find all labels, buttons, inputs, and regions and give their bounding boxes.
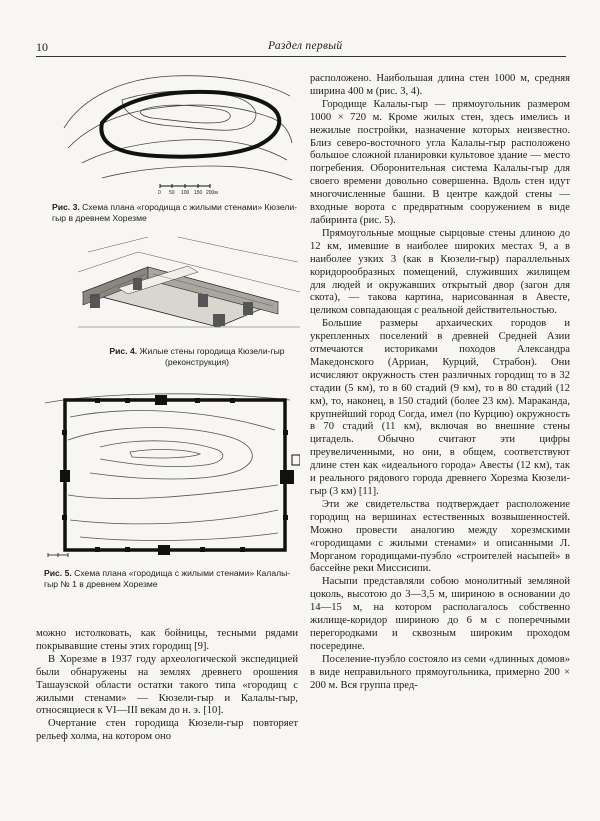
- figure-4-reconstruction: [78, 232, 300, 332]
- scale-label: 100: [181, 190, 190, 196]
- contour-map-kyuzeli: [62, 68, 294, 196]
- paragraph: В Хорезме в 1937 году археологической экспедицией были обнаружены на землях древнего орошения Ташаузской области остатки такого типа «городищ с жилыми стенами» — Кюзели-гыр и Калалы-гыр, относящиеся к VI—III векам до н. э. [10].: [36, 653, 298, 717]
- figure-label: Рис. 4.: [109, 346, 138, 356]
- paragraph: Поселение-пуэбло состояло из семи «длинных домов» в виде неправильного прямоугольника, примерно 200 × 200 м. Вся группа пред-: [310, 653, 570, 691]
- plan-kalaly-gyr: [40, 385, 300, 565]
- paragraph: Большие размеры архаических городов и укрепленных поселений в древней Средней Азии отмечаются историками походов Александра Македонского (Арриан, Курций, Страбон). Они исчисляют окружность стен различных городищ то в 32 стадии (5 км), то в 60 стадий (9 км), то в 80 стадий (12 км), то, наконец, в 150 стадий (более 23 км). Мараканда, крупнейший город Согда, имел (по Курцию) окружность в 70 стадий (11 км), включая во внешние стены цитадель. Обычно считают эти цифры преувеличенными, но они, в общем, соответствуют длине стен как «идеального города» Авесты (12 км), так и реального рядового города древнего Хорезма Кюзели-гыр (3 км) [11].: [310, 318, 570, 497]
- page-number: 10: [36, 40, 48, 54]
- figure-label: Рис. 5.: [44, 568, 72, 578]
- city-wall-rectangle: [65, 400, 285, 550]
- paragraph: Городище Калалы-гыр — прямоугольник размером 1000 × 720 м. Кроме жилых стен, здесь имелись и нежилые постройки, назначение которых неизвестно. Близ северо-восточного угла Калалы-гыр расположено большое сложной планировки культовое здание — место погребения. Оборонительная система Калалы-гыр для своего времени довольно совершенна. Вдоль стен идут многочисленные башни. В центре каждой стены — входные ворота с предвратным сооружением в виде лабиринта (рис. 5).: [310, 98, 570, 226]
- scale-label: 200м: [206, 190, 218, 196]
- left-column-text: [36, 628, 298, 744]
- paragraph: Эти же свидетельства подтверждает расположение городищ на вершинах естественных возвышенностей. Можно провести аналогию между хорезмскими «городищами с жилыми стенами» и описанными Л. Морганом городищами-пуэбло «строителей насыпей» в бассейне реки Миссисипи.: [310, 498, 570, 575]
- figure-3-caption: [52, 202, 298, 224]
- figure-label: Рис. 3.: [52, 202, 80, 212]
- figure-4-caption: [104, 346, 290, 368]
- figure-3-map: [62, 68, 294, 196]
- figure-caption-text: Схема плана «городища с жилыми стенами» Кюзели-гыр в древнем Хорезме: [52, 202, 297, 223]
- paragraph: расположено. Наибольшая длина стен 1000 м, средняя ширина 400 м (рис. 3, 4).: [310, 73, 570, 97]
- figure-5-plan: [40, 385, 300, 565]
- right-column-text: [310, 73, 570, 693]
- paragraph: Очертание стен городища Кюзели-гыр повторяет рельеф холма, на котором оно: [36, 718, 298, 743]
- running-head: Раздел первый: [268, 40, 343, 52]
- scale-label: 0: [158, 190, 161, 196]
- scale-label: 50: [169, 190, 175, 196]
- paragraph: Прямоугольные мощные сырцовые стены длиною до 12 км, имевшие в наиболее широких местах 9, а в наиболее узких 3 (как в Кюзели-гыр) параллельных коридорообразных помещений, служивших жилищем для людей и окружавших открытый двор (загон для скота), — такова картина, нарисованная в Авесте, целиком совпадающая с реальной действительностью.: [310, 227, 570, 317]
- reconstruction-drawing: [78, 232, 300, 332]
- paragraph: можно истолковать, как бойницы, тесными рядами покрывавшие стены этих городищ [9].: [36, 628, 298, 652]
- figure-caption-text: Жилые стены городища Кюзели-гыр (реконструкция): [139, 346, 285, 367]
- scale-label: 150: [194, 190, 203, 196]
- paragraph: Насыпи представляли собою монолитный земляной цоколь, высотою до 3—3,5 м, шириною в основании до 14—15 м, на котором располагалось собственно жилище-коридор шириною до 6 м с поперечными перегородками и сквозным широким проходом посередине.: [310, 576, 570, 652]
- figure-caption-text: Схема плана «городища с жилыми стенами» Калалы-гыр № 1 в древнем Хорезме: [44, 568, 291, 589]
- figure-5-caption: [44, 568, 298, 590]
- header-rule: [36, 56, 566, 57]
